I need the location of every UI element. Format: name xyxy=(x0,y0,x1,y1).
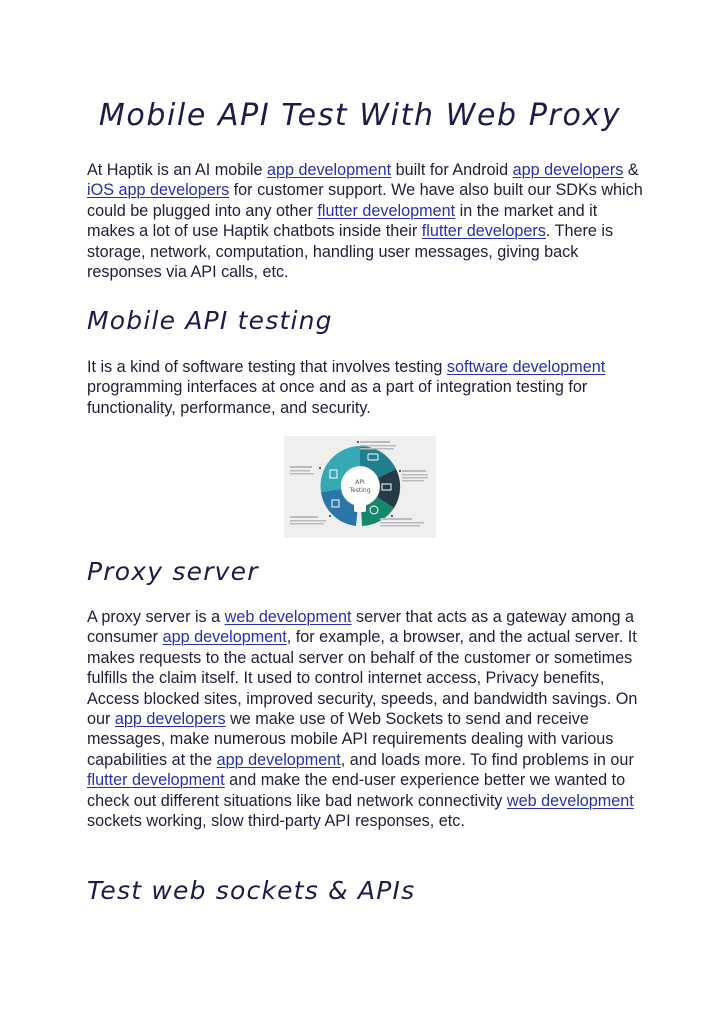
api-testing-infographic xyxy=(284,436,436,538)
text-run: in the market and it makes a lot of use Haptik chatbots inside their xyxy=(87,201,598,241)
link-app-developers[interactable]: app developers xyxy=(512,161,624,179)
link-app-development[interactable]: app development xyxy=(162,628,287,647)
center-label-line2: Testing xyxy=(349,487,371,494)
intro-paragraph xyxy=(87,160,647,282)
text-run: & xyxy=(623,161,639,179)
link-flutter-developers[interactable]: flutter developers xyxy=(421,222,546,241)
api-testing-diagram xyxy=(284,436,436,538)
text-run: for customer support. We have also built our SDKs which could be plugged into any other xyxy=(87,181,643,220)
link-software-development[interactable]: software development xyxy=(446,358,606,376)
link-flutter-development[interactable]: flutter development xyxy=(317,201,456,220)
text-run: It is a kind of software testing that involves testing xyxy=(87,358,447,376)
center-label-line1: API xyxy=(355,479,365,486)
mobile-api-testing-paragraph xyxy=(87,357,647,418)
text-run: programming interfaces at once and as a part of integration testing for functionality, performance, and security. xyxy=(87,378,588,417)
heading-test-web-sockets: Test web sockets & APIs xyxy=(87,876,416,905)
text-run: and make the end-user experience better we wanted to check out different situations like bad network connectivity xyxy=(87,771,626,810)
proxy-server-paragraph xyxy=(87,607,647,831)
text-run: A proxy server is a xyxy=(87,608,225,626)
text-run: we make use of Web Sockets to send and receive messages, make numerous mobile API requirements dealing with various capabilities at the xyxy=(87,710,614,769)
text-run: At Haptik is an AI mobile xyxy=(87,161,267,179)
text-run: built for Android xyxy=(391,161,513,179)
link-web-development[interactable]: web development xyxy=(506,791,634,810)
heading-proxy-server: Proxy server xyxy=(87,557,259,586)
link-app-development[interactable]: app development xyxy=(216,750,341,769)
heading-mobile-api-testing: Mobile API testing xyxy=(87,306,333,335)
text-run: server that acts as a gateway among a consumer xyxy=(87,608,635,647)
text-run: sockets working, slow third-party API responses, etc. xyxy=(87,812,465,831)
link-app-development[interactable]: app development xyxy=(266,161,392,179)
link-ios-app-developers[interactable]: iOS app developers xyxy=(87,181,230,200)
text-run: . There is storage, network, computation, handling user messages, giving back responses via API calls, etc. xyxy=(87,222,614,282)
link-flutter-development[interactable]: flutter development xyxy=(87,771,225,790)
text-run: , and loads more. To find problems in our xyxy=(340,750,634,769)
text-run: , for example, a browser, and the actual server. It makes requests to the actual server on behalf of the customer or sometimes fulfills the claim itself. It used to control internet access, Privacy benefits, Access blocked sites, improved security, speeds, and bandwidth savings. On our xyxy=(87,628,638,729)
link-app-developers[interactable]: app developers xyxy=(114,710,226,729)
link-web-development[interactable]: web development xyxy=(224,608,352,626)
page-title: Mobile API Test With Web Proxy xyxy=(98,98,622,133)
